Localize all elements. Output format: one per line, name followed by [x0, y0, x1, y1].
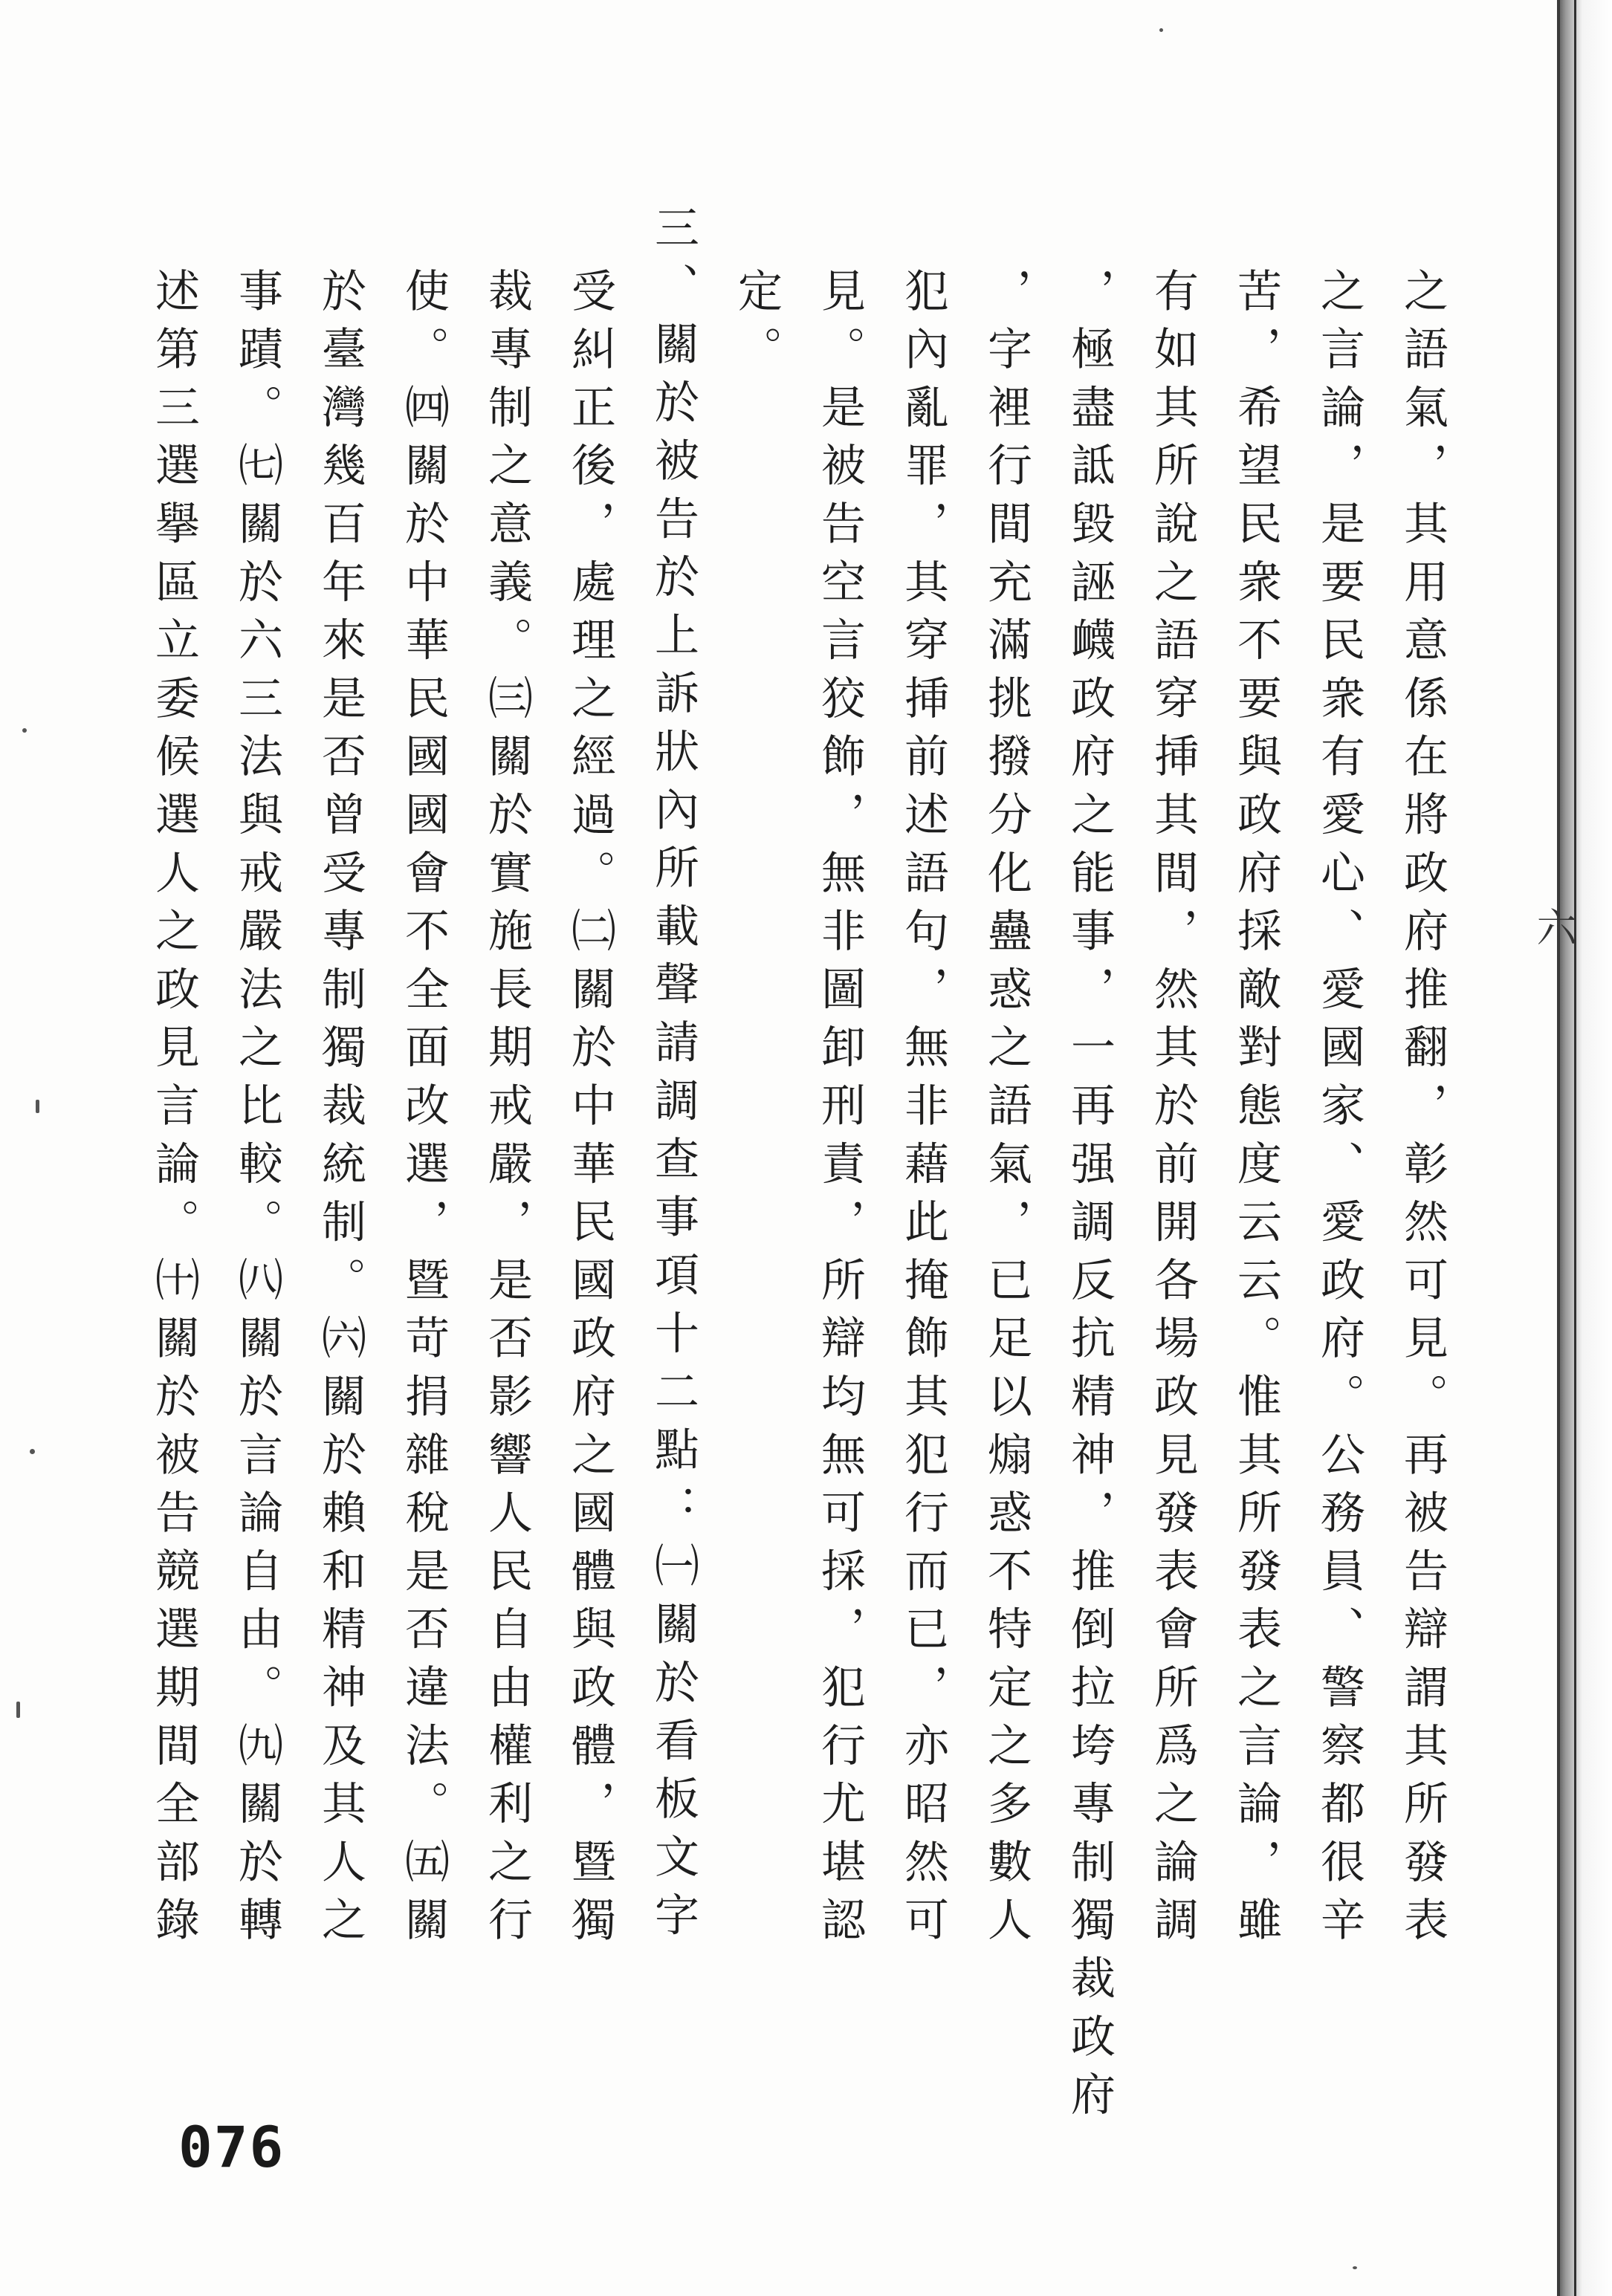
text-column: 於臺灣幾百年來是否曾受專制獨裁統制。㈥關於賴和精神及其人之	[314, 267, 366, 1955]
text-column: 有如其所說之語穿挿其間，然其於前開各場政見發表會所爲之論調	[1147, 267, 1199, 1955]
dust-speck	[22, 728, 27, 733]
dust-speck	[36, 1100, 39, 1113]
text-column: 使。㈣關於中華民國國會不全面改選，暨苛捐雜稅是否違法。㈤關	[398, 267, 450, 1955]
text-column: 之言論，是要民衆有愛心、愛國家、愛政府。公務員、警察都很辛	[1313, 267, 1365, 1955]
text-column: ，字裡行間充滿挑撥分化蠱惑之語氣，已足以煽惑不特定之多數人	[980, 267, 1032, 1955]
text-column: 事蹟。㈦關於六三法與戒嚴法之比較。㈧關於言論自由。㈨關於轉	[231, 267, 283, 1955]
page-number: 076	[178, 2114, 285, 2180]
margin-mark: 六	[1530, 907, 1577, 947]
dust-speck	[16, 1702, 20, 1718]
dust-speck	[1159, 28, 1163, 32]
text-column: 定。	[731, 267, 783, 384]
text-column: ，極盡詆毀誣衊政府之能事，一再强調反抗精神，推倒拉垮專制獨裁政府	[1064, 267, 1116, 2130]
vertical-text-block	[134, 204, 1464, 2130]
text-column: 述第三選擧區立委候選人之政見言論。㈩關於被告競選期間全部錄	[148, 267, 200, 1955]
text-column: 受糾正後，處理之經過。㈡關於中華民國政府之國體與政體，暨獨	[564, 267, 616, 1955]
dust-speck	[30, 1449, 35, 1454]
binding-shadow-line	[1574, 0, 1576, 2296]
text-column: 裁專制之意義。㈢關於實施長期戒嚴，是否影響人民自由權利之行	[481, 267, 533, 1955]
text-column: 苦，希望民衆不要與政府採敵對態度云云。惟其所發表之言論，雖	[1230, 267, 1282, 1955]
section-heading-column: 三、關於被告於上訴狀內所載聲請調查事項十二點：㈠關於看板文字	[647, 204, 699, 1950]
text-column: 見。是被告空言狡飾，無非圖卸刑責，所辯均無可採，犯行尤堪認	[814, 267, 866, 1955]
dust-speck	[1353, 2266, 1357, 2269]
page-binding-edge	[1557, 0, 1612, 2296]
text-column: 之語氣，其用意係在將政府推翻，彰然可見。再被告辯謂其所發表	[1396, 267, 1448, 1955]
text-column: 犯內亂罪，其穿挿前述語句，無非藉此掩飾其犯行而已，亦昭然可	[897, 267, 949, 1955]
